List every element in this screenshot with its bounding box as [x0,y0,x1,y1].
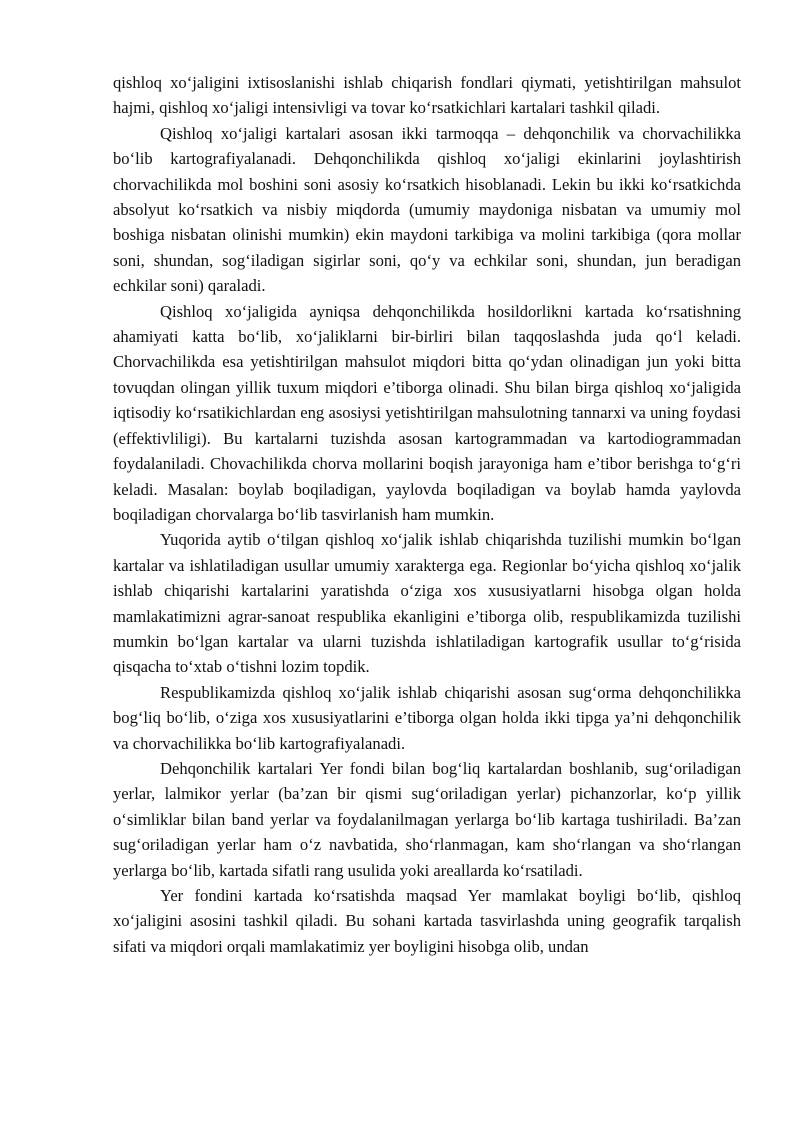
document-page [113,70,741,959]
paragraph-land-fund-maps: Dehqonchilik kartalari Yer fondi bilan bog‘liq kartalardan boshlanib, sug‘oriladigan yerlar, lalmikor yerlar (ba’zan bir qismi sug‘oriladigan yerlar) pichanzorlar, ko‘p yillik o‘simliklar bilan band yerlar va foydalanilmagan yerlarga bo‘lib kartaga tushiriladi. Ba’zan sug‘oriladigan yerlar ham o‘z navbatida, sho‘rlanmagan, kam sho‘rlangan va sho‘rlangan yerlarga bo‘lib, kartada sifatli rang usulida yoki areallarda ko‘rsatiladi. [113,758,741,880]
paragraph-continuation: qishloq xo‘jaligini ixtisoslanishi ishlab chiqarish fondlari qiymati, yetishtirilgan mahsulot hajmi, qishloq xo‘jaligi intensivligi va tovar ko‘rsatkichlari kartalari tashkil qiladi. [113,73,741,118]
paragraph-irrigated-farming: Respublikamizda qishloq xo‘jalik ishlab chiqarishi asosan sug‘orma dehqonchilikka bog‘liq bo‘lib, o‘ziga xos xususiyatlarini e’tiborga olgan holda ikki tipga ya’ni dehqonchilik va chorvachilikka bo‘lib kartografiyalanadi. [113,682,741,753]
paragraph-sectors: Qishloq xo‘jaligi kartalari asosan ikki tarmoqqa – dehqonchilik va chorvachilikka bo‘lib kartografiyalanadi. Dehqonchilikda qishloq xo‘jaligi ekinlarini joylashtirish chorvachilikda mol boshini soni asosiy ko‘rsatkich hisoblanadi. Lekin bu ikki ko‘rsatkichda absolyut ko‘rsatkich va nisbiy miqdorda (umumiy maydoniga nisbatan va umumiy mol boshiga nisbatan olinishi mumkin) ekin maydoni tarkibiga va molini tarkibiga (qora mollar soni, shundan, sog‘iladigan sigirlar soni, qo‘y va echkilar soni, shundan, jun beradigan echkilar soni) qaraladi. [113,123,741,296]
paragraph-land-fund-purpose: Yer fondini kartada ko‘rsatishda maqsad Yer mamlakat boyligi bo‘lib, qishloq xo‘jaligini asosini tashkil qiladi. Bu sohani kartada tasvirlashda uning geografik tarqalish sifati va miqdori orqali mamlakatimiz yer boyligini hisobga olib, undan [113,886,741,956]
paragraph-yield: Qishloq xo‘jaligida ayniqsa dehqonchilikda hosildorlikni kartada ko‘rsatishning ahamiyati katta bo‘lib, xo‘jaliklarni bir-birliri bilan taqqoslashda juda qo‘l keladi. Chorvachilikda esa yetishtirilgan mahsulot miqdori bitta qo‘ydan olinadigan jun yoki bitta tovuqdan olingan yillik tuxum miqdori e’tiborga olinadi. Shu bilan birga qishloq xo‘jaligida iqtisodiy ko‘rsatikichlardan eng asosiysi yetishtirilgan mahsulotning tannarxi va uning foydasi (effektivliligi). Bu kartalarni tuzishda asosan kartogrammadan va kartodiogrammadan foydalaniladi. Chovachilikda chorva mollarini boqish jarayoniga ham e’tibor berishga to‘g‘ri keladi. Masalan: boylab boqiladigan, yaylovda boqiladigan va boylab hamda yaylovda boqiladigan chorvalarga bo‘lib tasvirlanish ham mumkin. [113,301,741,524]
paragraph-regional-maps: Yuqorida aytib o‘tilgan qishloq xo‘jalik ishlab chiqarishda tuzilishi mumkin bo‘lgan kartalar va ishlatiladigan usullar umumiy xarakterga ega. Regionlar bo‘yicha qishloq xo‘jalik ishlab chiqarishi kartalarini yaratishda o‘ziga xos xususiyatlarni hisobga olgan holda mamlakatimizni agrar-sanoat respublika ekanligini e’tiborga olib, respublikamizda tuzilishi mumkin bo‘lgan kartalar va ularni tuzishda ishlatiladigan kartografik usullar to‘g‘risida qisqacha to‘xtab o‘tishni lozim topdik. [113,530,741,677]
